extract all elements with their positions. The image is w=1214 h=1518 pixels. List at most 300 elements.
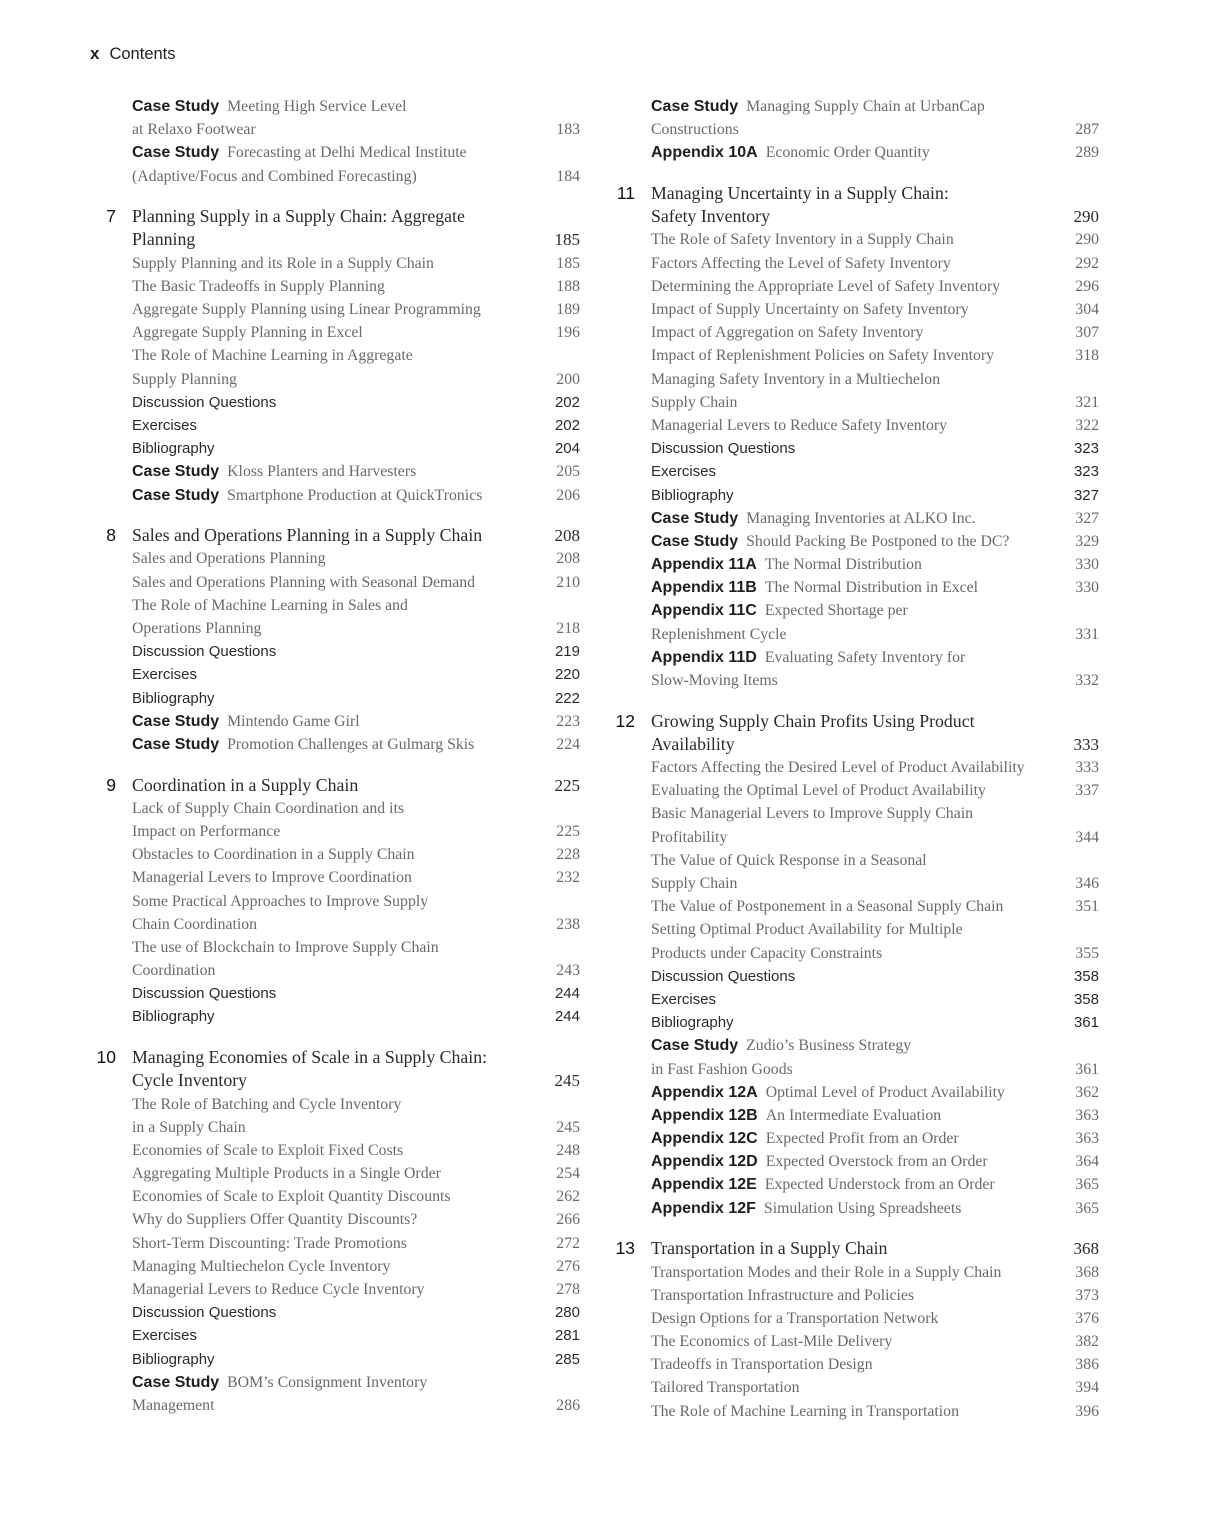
toc-entry	[90, 414, 590, 437]
page-ref: 386	[1075, 1356, 1099, 1374]
entry-title: Some Practical Approaches to Improve Supply	[132, 892, 429, 910]
toc-entry	[90, 165, 590, 188]
entry-title: Determining the Appropriate Level of Safety Inventory	[651, 277, 1001, 295]
page-ref: 361	[1075, 1060, 1099, 1078]
entry-label: Case Study	[132, 98, 220, 115]
toc-entry	[609, 1237, 1109, 1260]
entry-title: Impact on Performance	[132, 822, 281, 840]
entry-title: The Role of Machine Learning in Sales and	[132, 596, 408, 614]
toc-entry	[609, 942, 1109, 965]
entry-title: Chain Coordination	[132, 915, 258, 933]
entry-title: Expected Understock from an Order	[764, 1176, 995, 1194]
toc-entry	[90, 275, 590, 298]
page-ref: 321	[1075, 393, 1099, 411]
entry-title: Transportation in a Supply Chain	[651, 1238, 888, 1259]
entry-title: Supply Planning and its Role in a Supply Chain	[132, 254, 434, 272]
page-ref: 266	[556, 1211, 580, 1229]
entry-title: Mintendo Game Girl	[227, 712, 360, 730]
page-ref: 362	[1075, 1083, 1099, 1101]
entry-title: Economies of Scale to Exploit Fixed Costs	[132, 1141, 404, 1159]
toc-entry	[609, 1058, 1109, 1081]
page-number: x	[90, 44, 100, 63]
entry-title: Safety Inventory	[651, 206, 770, 227]
toc-entry	[90, 298, 590, 321]
entry-title: Expected Overstock from an Order	[765, 1153, 988, 1171]
entry-title: Cycle Inventory	[132, 1070, 248, 1091]
entry-title: Profitability	[651, 828, 728, 846]
toc-entry	[90, 774, 590, 797]
page-ref: 351	[1075, 898, 1099, 916]
page-ref: 281	[554, 1327, 580, 1345]
entry-label: Appendix 12F	[651, 1199, 756, 1217]
toc-entry	[609, 368, 1109, 391]
page-ref: 206	[556, 486, 580, 504]
entry-title: Managing Multiechelon Cycle Inventory	[132, 1257, 391, 1275]
entry-label: Case Study	[132, 1373, 220, 1391]
toc-entry	[609, 872, 1109, 895]
toc-entry	[609, 118, 1109, 141]
entry-title: Bibliography	[132, 1350, 215, 1368]
page-ref: 184	[556, 167, 580, 185]
toc-entry	[609, 1400, 1109, 1423]
page-ref: 396	[1075, 1402, 1099, 1420]
page-ref: 232	[556, 869, 580, 887]
entry-title: Why do Suppliers Offer Quantity Discounts?	[132, 1211, 418, 1229]
page-ref: 346	[1075, 875, 1099, 892]
page-ref: 287	[1075, 121, 1099, 139]
entry-title: The Role of Safety Inventory in a Supply Chain	[651, 231, 954, 249]
page-ref: 225	[554, 775, 580, 795]
entry-title: BOM’s Consignment Inventory	[227, 1373, 428, 1391]
toc-entry	[90, 1069, 590, 1092]
page-ref: 210	[556, 573, 580, 591]
entry-label: Case Study	[132, 712, 220, 730]
entry-label: Case Study	[132, 735, 220, 753]
entry-title: Operations Planning	[132, 619, 262, 637]
page-ref: 363	[1075, 1106, 1099, 1124]
toc-entry	[90, 460, 590, 483]
entry-title: Managerial Levers to Reduce Cycle Inventory	[132, 1281, 425, 1298]
page-ref: 323	[1073, 463, 1099, 481]
entry-title: Lack of Supply Chain Coordination and its	[132, 799, 405, 817]
entry-title: Evaluating the Optimal Level of Product Availability	[651, 782, 986, 800]
page-ref: 185	[554, 230, 580, 250]
toc-entry	[609, 599, 1109, 622]
entry-title: Smartphone Production at QuickTronics	[227, 486, 483, 504]
entry-title: Sales and Operations Planning with Seasonal Demand	[132, 573, 476, 591]
entry-title: Discussion Questions	[132, 985, 277, 1003]
toc-entry	[609, 576, 1109, 599]
page-ref: 244	[554, 985, 580, 1003]
toc-entry	[609, 507, 1109, 530]
page-ref: 185	[556, 254, 580, 272]
toc-entry	[609, 756, 1109, 779]
page-ref: 238	[556, 915, 580, 933]
toc-entry	[609, 553, 1109, 576]
entry-title: Bibliography	[132, 440, 215, 458]
entry-label: Case Study	[132, 486, 220, 504]
chapter-number: 8	[106, 525, 116, 546]
chapter-number: 9	[106, 774, 116, 795]
toc-entry	[609, 414, 1109, 437]
entry-title: The Basic Tradeoffs in Supply Planning	[132, 277, 385, 295]
entry-title: Zudio’s Business Strategy	[746, 1037, 912, 1055]
toc-entry	[90, 1394, 590, 1417]
entry-label: Case Study	[651, 98, 739, 115]
entry-title: Replenishment Cycle	[651, 625, 787, 643]
toc-entry	[90, 1348, 590, 1371]
entry-title: Planning Supply in a Supply Chain: Aggregate	[132, 206, 465, 227]
entry-title: Supply Planning	[132, 370, 237, 388]
entry-title: (Adaptive/Focus and Combined Forecasting)	[132, 167, 417, 185]
entry-title: Managing Inventories at ALKO Inc.	[746, 509, 976, 527]
toc-entry	[90, 866, 590, 889]
toc-entry	[609, 802, 1109, 825]
entry-title: Simulation Using Spreadsheets	[763, 1199, 962, 1217]
entry-title: Bibliography	[651, 486, 734, 504]
entry-title: Managerial Levers to Reduce Safety Inventory	[651, 416, 948, 434]
page-ref: 363	[1075, 1130, 1099, 1148]
toc-entry	[90, 95, 590, 118]
toc-entry	[90, 524, 590, 547]
toc-entry	[609, 460, 1109, 483]
toc-entry	[609, 1081, 1109, 1104]
toc-entry	[90, 1162, 590, 1185]
page-ref: 333	[1073, 734, 1099, 754]
entry-title: The Economics of Last-Mile Delivery	[651, 1333, 893, 1351]
entry-title: Transportation Modes and their Role in a Supply Chain	[651, 1263, 1002, 1281]
entry-label: Case Study	[132, 463, 220, 481]
entry-title: at Relaxo Footwear	[132, 121, 256, 139]
toc-entry	[90, 1093, 590, 1116]
entry-title: Meeting High Service Level	[227, 98, 407, 115]
toc-entry	[609, 1284, 1109, 1307]
entry-label: Appendix 12A	[651, 1083, 758, 1101]
toc-entry	[90, 368, 590, 391]
page-ref: 331	[1075, 625, 1099, 643]
toc-entry	[609, 988, 1109, 1011]
page-ref: 333	[1075, 759, 1099, 777]
entry-title: Transportation Infrastructure and Policies	[651, 1286, 915, 1304]
chapter-number: 12	[615, 710, 635, 731]
entry-title: Factors Affecting the Level of Safety Inventory	[651, 254, 951, 272]
toc-entry	[609, 1261, 1109, 1284]
toc-entry	[609, 298, 1109, 321]
entry-title: The use of Blockchain to Improve Supply Chain	[132, 938, 439, 956]
entry-title: Obstacles to Coordination in a Supply Chain	[132, 846, 415, 864]
entry-title: Factors Affecting the Desired Level of Product Availability	[651, 759, 1025, 777]
toc-entry	[609, 275, 1109, 298]
page-ref: 262	[556, 1188, 580, 1206]
entry-title: Tailored Transportation	[651, 1379, 800, 1397]
entry-title: Managing Uncertainty in a Supply Chain:	[651, 183, 949, 204]
toc-entry	[90, 1005, 590, 1028]
page-ref: 196	[556, 324, 580, 342]
page-ref: 365	[1075, 1176, 1099, 1194]
entry-title: Slow-Moving Items	[651, 672, 778, 689]
toc-entry	[90, 1324, 590, 1347]
toc-entry	[90, 640, 590, 663]
toc-entry	[90, 820, 590, 843]
toc-entry	[609, 141, 1109, 164]
toc-entry	[609, 1197, 1109, 1220]
page-ref: 365	[1075, 1199, 1099, 1217]
toc-entry	[609, 344, 1109, 367]
toc-entry	[90, 437, 590, 460]
entry-title: Supply Chain	[651, 393, 738, 411]
entry-label: Appendix 12C	[651, 1130, 758, 1148]
page-ref: 361	[1073, 1014, 1099, 1032]
page-ref: 276	[556, 1257, 580, 1275]
page-ref: 330	[1075, 556, 1099, 574]
entry-title: in a Supply Chain	[132, 1118, 246, 1136]
page-ref: 337	[1075, 782, 1099, 800]
page-ref: 344	[1075, 828, 1099, 846]
toc-entry	[609, 437, 1109, 460]
entry-title: Exercises	[132, 666, 198, 684]
page-ref: 245	[554, 1071, 580, 1091]
entry-title: Short-Term Discounting: Trade Promotions	[132, 1234, 407, 1252]
entry-label: Case Study	[132, 144, 220, 162]
toc-entry	[90, 617, 590, 640]
entry-label: Appendix 12E	[651, 1176, 757, 1194]
page-ref: 290	[1075, 231, 1099, 249]
page-ref: 292	[1075, 254, 1099, 272]
entry-title: Aggregate Supply Planning using Linear Programming	[132, 301, 481, 318]
entry-title: Setting Optimal Product Availability for Multiple	[651, 921, 963, 939]
page-ref: 244	[554, 1008, 580, 1026]
page-ref: 189	[556, 301, 580, 318]
entry-title: Coordination in a Supply Chain	[132, 774, 359, 795]
entry-title: The Normal Distribution	[764, 556, 922, 574]
entry-title: Sales and Operations Planning	[132, 550, 326, 568]
toc-entry	[90, 1255, 590, 1278]
toc-entry	[90, 228, 590, 251]
page-ref: 289	[1075, 144, 1099, 162]
page-ref: 307	[1075, 324, 1099, 342]
page-ref: 228	[556, 846, 580, 864]
entry-title: Products under Capacity Constraints	[651, 944, 883, 962]
entry-label: Case Study	[651, 532, 739, 550]
toc-entry	[90, 1139, 590, 1162]
entry-title: Bibliography	[132, 689, 215, 707]
toc-entry	[90, 205, 590, 228]
toc-entry	[90, 1232, 590, 1255]
entry-title: Managerial Levers to Improve Coordination	[132, 869, 412, 887]
page-ref: 202	[554, 393, 580, 411]
toc-entry	[90, 890, 590, 913]
page-ref: 278	[556, 1281, 580, 1298]
page-ref: 202	[554, 416, 580, 434]
page-ref: 280	[554, 1304, 580, 1322]
toc-entry	[609, 321, 1109, 344]
entry-title: Expected Shortage per	[764, 602, 908, 620]
toc-entry	[609, 1034, 1109, 1057]
toc-entry	[609, 895, 1109, 918]
toc-entry	[90, 982, 590, 1005]
entry-title: Should Packing Be Postponed to the DC?	[746, 532, 1010, 550]
entry-label: Appendix 12B	[651, 1106, 758, 1124]
toc-entry	[90, 913, 590, 936]
page-ref: 208	[554, 526, 580, 546]
toc-entry	[609, 826, 1109, 849]
entry-title: Discussion Questions	[132, 643, 277, 661]
toc-entry	[609, 1104, 1109, 1127]
entry-label: Appendix 11D	[651, 648, 757, 666]
toc-column-right	[609, 95, 1109, 1423]
entry-label: Case Study	[651, 509, 739, 527]
toc-entry	[90, 484, 590, 507]
toc-entry	[90, 663, 590, 686]
toc-entry	[90, 594, 590, 617]
page-ref: 225	[556, 822, 580, 840]
toc-entry	[609, 1330, 1109, 1353]
entry-title: Exercises	[132, 416, 198, 434]
page-ref: 219	[554, 643, 580, 661]
page-ref: 272	[556, 1234, 580, 1252]
page-ref: 208	[556, 550, 580, 568]
toc-entry	[90, 843, 590, 866]
entry-title: Optimal Level of Product Availability	[765, 1083, 1005, 1101]
page-ref: 223	[556, 712, 580, 730]
entry-title: Availability	[651, 733, 735, 754]
entry-label: Appendix 10A	[651, 144, 758, 162]
toc-entry	[90, 710, 590, 733]
entry-title: Impact of Replenishment Policies on Safety Inventory	[651, 347, 995, 365]
entry-title: Managing Safety Inventory in a Multiechelon	[651, 370, 941, 388]
entry-title: Aggregating Multiple Products in a Single Order	[132, 1165, 441, 1183]
page-ref: 394	[1075, 1379, 1099, 1397]
entry-title: Economic Order Quantity	[765, 144, 930, 162]
entry-title: Impact of Aggregation on Safety Inventory	[651, 324, 924, 342]
toc-entry	[609, 849, 1109, 872]
page-ref: 286	[556, 1396, 580, 1414]
toc-entry	[609, 1376, 1109, 1399]
toc-entry	[90, 547, 590, 570]
toc-entry	[609, 965, 1109, 988]
page-ref: 224	[556, 735, 580, 753]
page-ref: 183	[556, 121, 580, 139]
toc-entry	[90, 1301, 590, 1324]
entry-title: Evaluating Safety Inventory for	[764, 648, 966, 666]
page-ref: 329	[1075, 532, 1099, 550]
page-ref: 245	[556, 1118, 580, 1136]
entry-title: Promotion Challenges at Gulmarg Skis	[227, 735, 475, 753]
entry-title: Kloss Planters and Harvesters	[227, 463, 417, 481]
toc-entry	[90, 571, 590, 594]
entry-title: The Role of Machine Learning in Transportation	[651, 1402, 959, 1420]
entry-title: Discussion Questions	[132, 393, 277, 411]
entry-label: Appendix 11A	[651, 556, 757, 574]
toc-entry	[609, 646, 1109, 669]
entry-title: Bibliography	[651, 1014, 734, 1032]
toc-entry	[609, 391, 1109, 414]
page-ref: 318	[1075, 347, 1099, 365]
page-ref: 332	[1075, 672, 1099, 689]
toc-entry	[90, 1278, 590, 1301]
entry-title: Growing Supply Chain Profits Using Product	[651, 710, 975, 731]
entry-title: Coordination	[132, 962, 216, 980]
page-ref: 373	[1075, 1286, 1099, 1304]
entry-title: The Value of Quick Response in a Seasonal	[651, 851, 927, 869]
entry-title: Economies of Scale to Exploit Quantity Discounts	[132, 1188, 451, 1206]
page-ref: 358	[1073, 967, 1099, 985]
page-ref: 327	[1075, 509, 1099, 527]
chapter-number: 13	[615, 1238, 635, 1259]
toc-entry	[609, 228, 1109, 251]
entry-label: Appendix 11C	[651, 602, 757, 620]
toc-entry	[609, 1173, 1109, 1196]
entry-title: Bibliography	[132, 1008, 215, 1026]
chapter-number: 11	[616, 183, 635, 204]
entry-title: The Role of Batching and Cycle Inventory	[132, 1095, 402, 1113]
toc-entry	[609, 1353, 1109, 1376]
toc-entry	[609, 205, 1109, 228]
toc-entry	[90, 252, 590, 275]
toc-entry	[90, 733, 590, 756]
page-ref: 355	[1075, 944, 1099, 962]
entry-title: Management	[132, 1396, 215, 1414]
page-ref: 254	[556, 1165, 580, 1183]
toc-entry	[90, 141, 590, 164]
toc-entry	[90, 344, 590, 367]
entry-title: Exercises	[132, 1327, 198, 1345]
toc-entry	[609, 252, 1109, 275]
page-ref: 205	[556, 463, 580, 481]
toc-entry	[609, 669, 1109, 692]
entry-title: Expected Profit from an Order	[765, 1130, 959, 1148]
toc-entry	[90, 1371, 590, 1394]
toc-entry	[609, 733, 1109, 756]
toc-entry	[609, 1127, 1109, 1150]
entry-title: Supply Chain	[651, 875, 738, 892]
entry-title: The Role of Machine Learning in Aggregate	[132, 347, 413, 365]
page-ref: 285	[554, 1350, 580, 1368]
toc-entry	[90, 959, 590, 982]
chapter-number: 10	[96, 1047, 116, 1068]
toc-entry	[90, 391, 590, 414]
toc-entry	[609, 484, 1109, 507]
toc-entry	[609, 710, 1109, 733]
page-ref: 368	[1073, 1239, 1099, 1259]
entry-title: Impact of Supply Uncertainty on Safety Inventory	[651, 301, 969, 318]
entry-label: Case Study	[651, 1037, 739, 1055]
entry-title: The Value of Postponement in a Seasonal Supply Chain	[651, 898, 1004, 916]
entry-title: Basic Managerial Levers to Improve Supply Chain	[651, 805, 974, 823]
toc-entry	[90, 321, 590, 344]
entry-title: Managing Economies of Scale in a Supply Chain:	[132, 1047, 488, 1068]
toc-entry	[609, 623, 1109, 646]
entry-title: An Intermediate Evaluation	[765, 1106, 942, 1124]
page-ref: 204	[554, 440, 580, 458]
toc-entry	[90, 687, 590, 710]
toc-entry	[609, 530, 1109, 553]
toc-entry	[609, 918, 1109, 941]
entry-title: Exercises	[651, 463, 717, 481]
running-head-title: Contents	[109, 45, 176, 63]
page-ref: 200	[556, 370, 580, 388]
entry-title: Design Options for a Transportation Network	[651, 1309, 939, 1327]
entry-title: Sales and Operations Planning in a Supply Chain	[132, 525, 483, 546]
entry-title: The Normal Distribution in Excel	[764, 579, 979, 597]
page-ref: 296	[1075, 277, 1099, 295]
entry-title: Managing Supply Chain at UrbanCap	[746, 98, 985, 115]
toc-entry	[609, 1307, 1109, 1330]
entry-title: Tradeoffs in Transportation Design	[651, 1356, 873, 1374]
toc-entry	[90, 1116, 590, 1139]
entry-label: Appendix 11B	[651, 579, 757, 597]
entry-title: Exercises	[651, 990, 717, 1008]
